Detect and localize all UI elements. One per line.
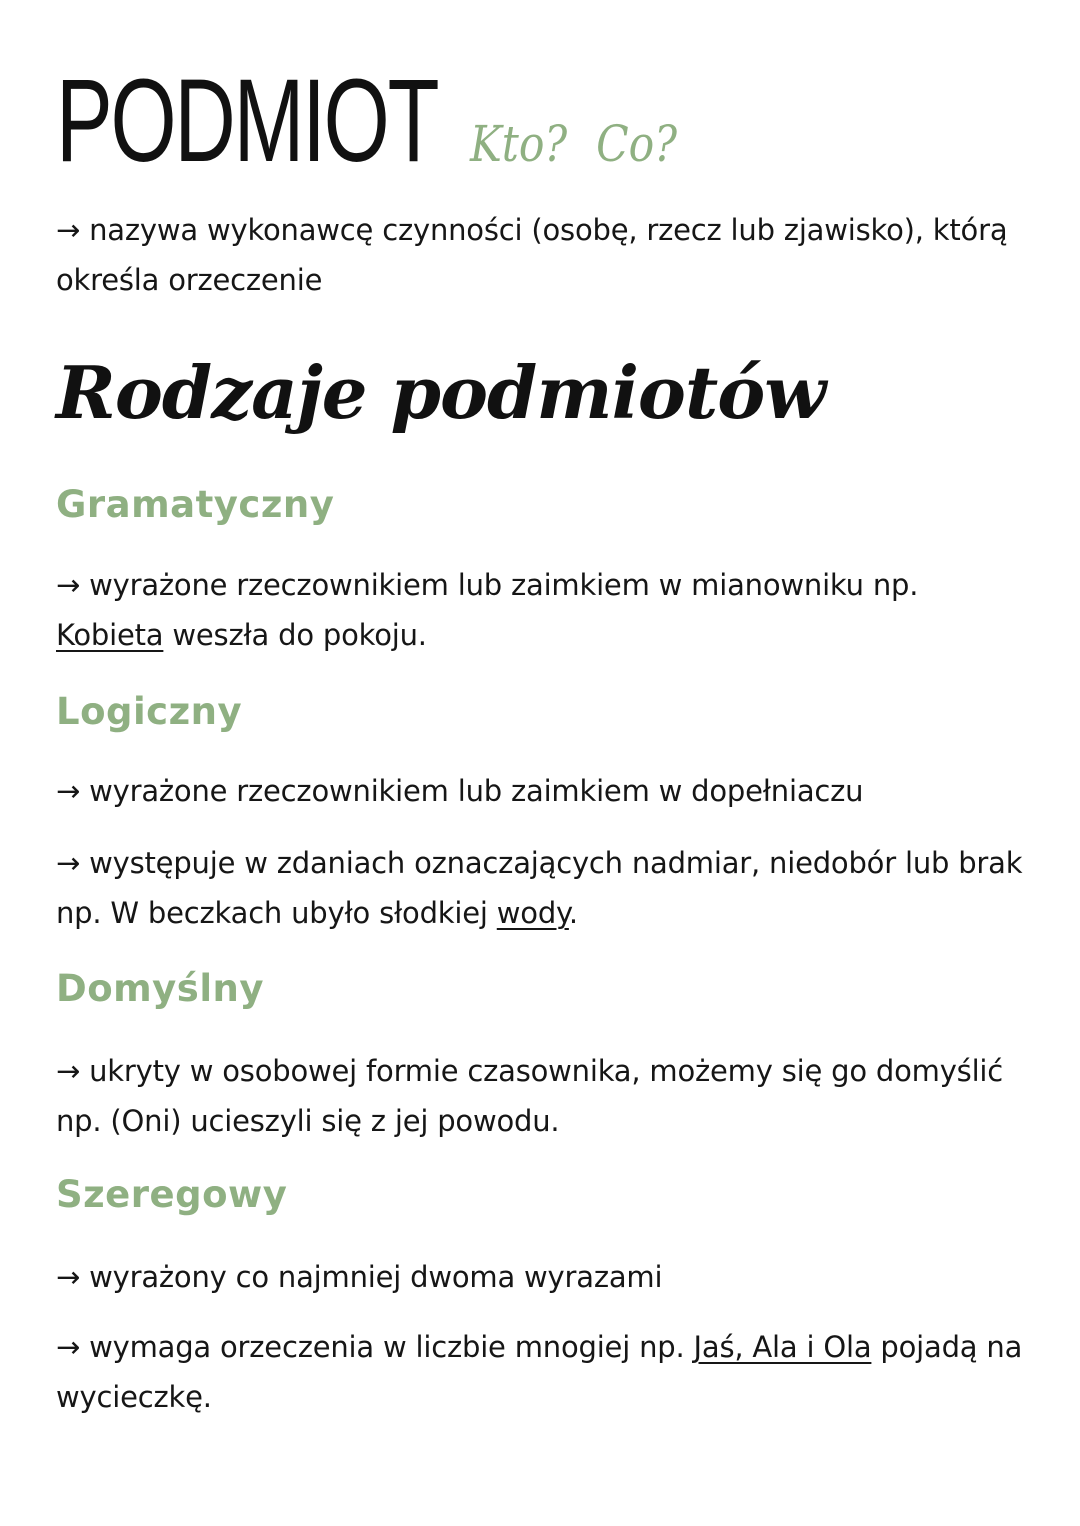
section-line: → ukryty w osobowej formie czasownika, możemy się go domyślić np. (Oni) ucieszyli się z jej powodu. [56, 1054, 1004, 1138]
underlined-example: Jaś, Ala i Ola [693, 1330, 872, 1364]
definition-text: → nazywa wykonawcę czynności (osobę, rzecz lub zjawisko), którą określa orzeczenie [56, 213, 1008, 297]
section-line [56, 560, 1026, 660]
line-text: pojadą na wycieczkę. [56, 1330, 1023, 1414]
line-text: → wyrażone rzeczownikiem lub zaimkiem w dopełniaczu [56, 774, 864, 808]
line-text: → występuje w zdaniach oznaczających nadmiar, niedobór lub brak np. W beczkach ubyło słodkiej [56, 846, 1023, 930]
section-body-gramatyczny [56, 560, 1026, 660]
question-hints [470, 115, 706, 173]
line-text: weszła do pokoju. [163, 618, 427, 652]
line-text: . [568, 896, 578, 930]
line-text: → wyrażone rzeczownikiem lub zaimkiem w mianowniku np. [56, 568, 919, 602]
page-title: PODMIOT [56, 55, 438, 187]
underlined-example: Kobieta [56, 618, 164, 652]
title-row [56, 55, 748, 187]
section-body-szeregowy-2 [56, 1322, 1026, 1422]
section-body-logiczny-2 [56, 838, 1026, 938]
section-body-logiczny [56, 766, 1026, 816]
line-text: → wymaga orzeczenia w liczbie mnogiej np. [56, 1330, 694, 1364]
underlined-example: wody [496, 896, 569, 930]
question-kto: Kto? [470, 115, 568, 173]
section-body-domyslny [56, 1046, 1026, 1146]
section-line [56, 766, 1026, 816]
section-title-domyslny: Domyślny [56, 967, 264, 1010]
types-heading: Rodzaje podmiotów [56, 350, 826, 435]
section-line [56, 1322, 1026, 1422]
definition-paragraph [56, 205, 1026, 305]
question-co: Co? [596, 115, 678, 173]
section-title-logiczny: Logiczny [56, 690, 243, 733]
section-body-szeregowy [56, 1252, 1026, 1302]
section-title-szeregowy: Szeregowy [56, 1173, 288, 1216]
section-line [56, 838, 1026, 938]
section-line: → wyrażony co najmniej dwoma wyrazami [56, 1260, 663, 1294]
section-title-gramatyczny: Gramatyczny [56, 483, 335, 526]
